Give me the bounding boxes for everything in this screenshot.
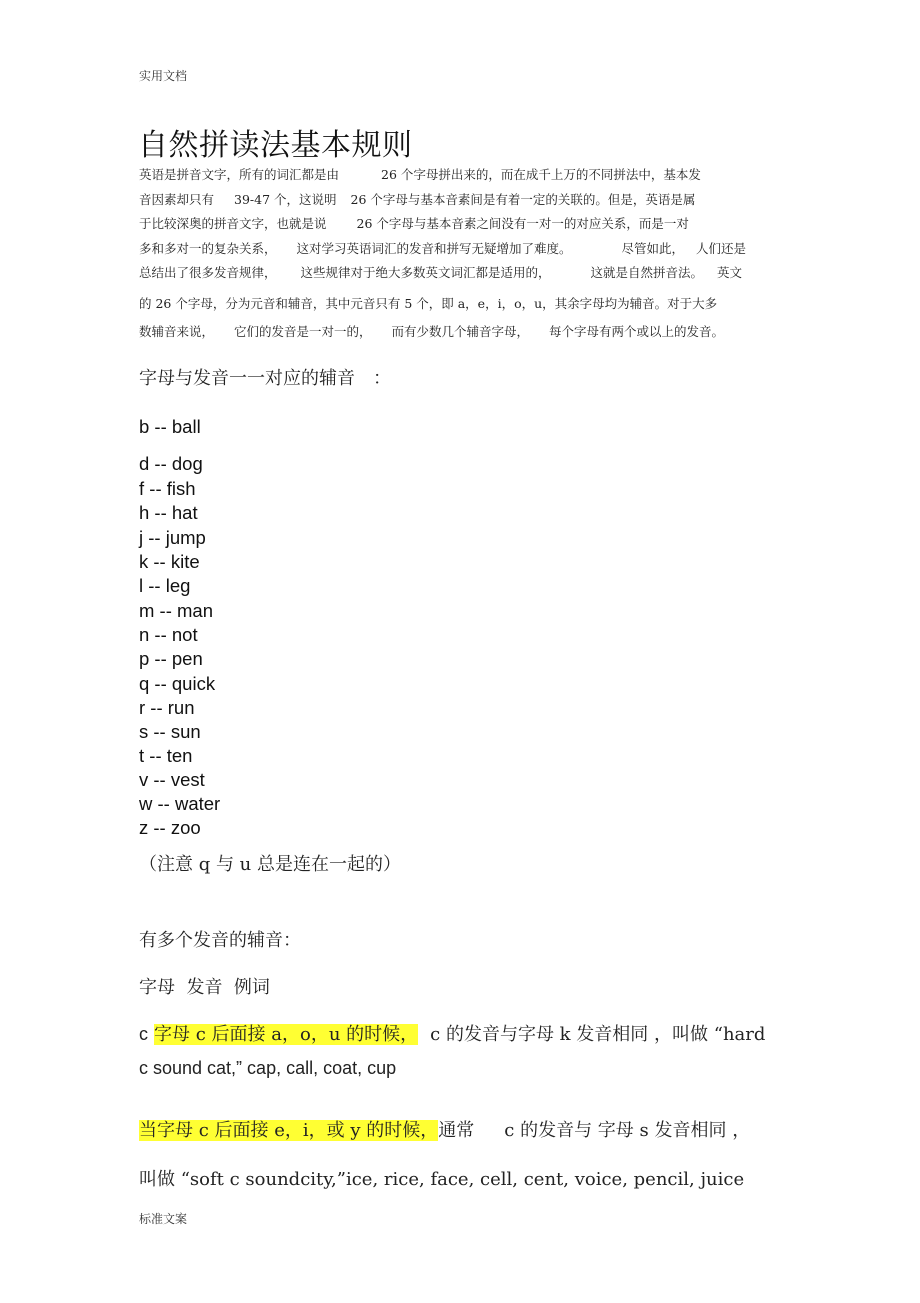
intro-text: 英文: [717, 265, 743, 280]
page-footer: 标准文案: [139, 1212, 188, 1226]
intro-text: 26 个字母与基本音素间是有着一定的关联的。但是，英语是属: [350, 192, 696, 207]
soft-c-rule-text: 通常: [438, 1120, 475, 1141]
consonant-pair: v -- vest: [139, 769, 205, 790]
consonant-pair: t -- ten: [139, 745, 193, 766]
q-u-note: （注意 q 与 u 总是连在一起的）: [139, 854, 402, 875]
intro-text: 它们的发音是一对一的，: [234, 324, 372, 339]
intro-text: 总结出了很多发音规律，: [139, 265, 277, 280]
intro-line-7: [139, 322, 724, 340]
consonant-pair: r -- run: [139, 697, 195, 718]
intro-text: 这些规律对于绝大多数英文词汇都是适用的，: [300, 265, 551, 280]
section-heading-one-to-one: [139, 364, 391, 390]
intro-text: 而有少数几个辅音字母，: [391, 324, 530, 339]
section-heading-multi-sound: 有多个发音的辅音：: [139, 930, 301, 951]
intro-text: 26 个字母拼出来的，而在成千上万的不同拼法中，基本发: [381, 167, 701, 182]
intro-text: 这对学习英语词汇的发音和拼写无疑增加了难度。: [296, 241, 572, 256]
intro-line-1: [139, 165, 701, 183]
intro-line-2: [139, 190, 695, 208]
intro-text: 英语是拼音文字，所有的词汇都是由: [139, 167, 340, 182]
intro-line-5: [139, 263, 742, 281]
intro-line-4: [139, 239, 746, 257]
consonant-pair: l -- leg: [139, 575, 191, 596]
consonant-pair: f -- fish: [139, 478, 196, 499]
consonant-pair: n -- not: [139, 624, 198, 645]
consonant-pair: b -- ball: [139, 416, 201, 437]
intro-text: 39-47 个，这说明: [234, 192, 337, 207]
soft-c-rule-line-2: 叫做 “soft c soundcity,”ice, rice, face, cell, cent, voice, pencil, juice: [139, 1169, 745, 1190]
section-heading-text: 字母与发音一一对应的辅音: [139, 368, 355, 389]
intro-line-6: 的 26 个字母，分为元音和辅音，其中元音只有 5 个，即 a，e，i，o，u，其余字母均为辅音。对于大多: [139, 296, 718, 311]
page-header: 实用文档: [139, 69, 188, 83]
consonant-pair: p -- pen: [139, 648, 203, 669]
soft-c-rule-text: c 的发音与 字母 s 发音相同 ，: [504, 1120, 751, 1141]
consonant-pair: h -- hat: [139, 502, 198, 523]
hard-c-rule-line-1: [139, 1020, 765, 1046]
intro-text: 每个字母有两个或以上的发音。: [549, 324, 725, 339]
intro-text: 人们还是: [696, 241, 747, 256]
consonant-pair: z -- zoo: [139, 817, 201, 838]
soft-c-highlight: 当字母 c 后面接 e，i，或 y 的时候，: [139, 1120, 439, 1141]
intro-text: 这就是自然拼音法。: [590, 265, 704, 280]
consonant-pair: w -- water: [139, 793, 221, 814]
hard-c-rule-line-2: c sound cat,” cap, call, coat, cup: [139, 1058, 397, 1078]
consonant-pair: k -- kite: [139, 551, 200, 572]
letter-c: c: [139, 1024, 148, 1044]
consonant-pair: s -- sun: [139, 721, 201, 742]
soft-c-rule-line-1: [139, 1116, 750, 1142]
consonant-pair: m -- man: [139, 600, 213, 621]
intro-text: 音因素却只有: [139, 192, 215, 207]
hard-c-highlight: 字母 c 后面接 a，o，u 的时候，: [154, 1024, 419, 1045]
intro-text: 数辅音来说，: [139, 324, 215, 339]
consonant-pair: d -- dog: [139, 453, 203, 474]
consonant-pair: q -- quick: [139, 673, 216, 694]
intro-text: 尽管如此，: [621, 241, 685, 256]
section-heading-colon: ：: [373, 368, 391, 389]
intro-text: 于比较深奥的拼音文字，也就是说: [139, 216, 327, 231]
page-title: 自然拼读法基本规则: [138, 128, 413, 163]
intro-line-3: [139, 214, 689, 232]
intro-text: 多和多对一的复杂关系，: [139, 241, 277, 256]
intro-text: 26 个字母与基本音素之间没有一对一的对应关系，而是一对: [356, 216, 689, 231]
column-headers: 字母 发音 例词: [139, 977, 270, 998]
consonant-pair: j -- jump: [139, 527, 206, 548]
hard-c-rule-text: c 的发音与字母 k 发音相同 ，叫做 “hard: [430, 1024, 766, 1045]
